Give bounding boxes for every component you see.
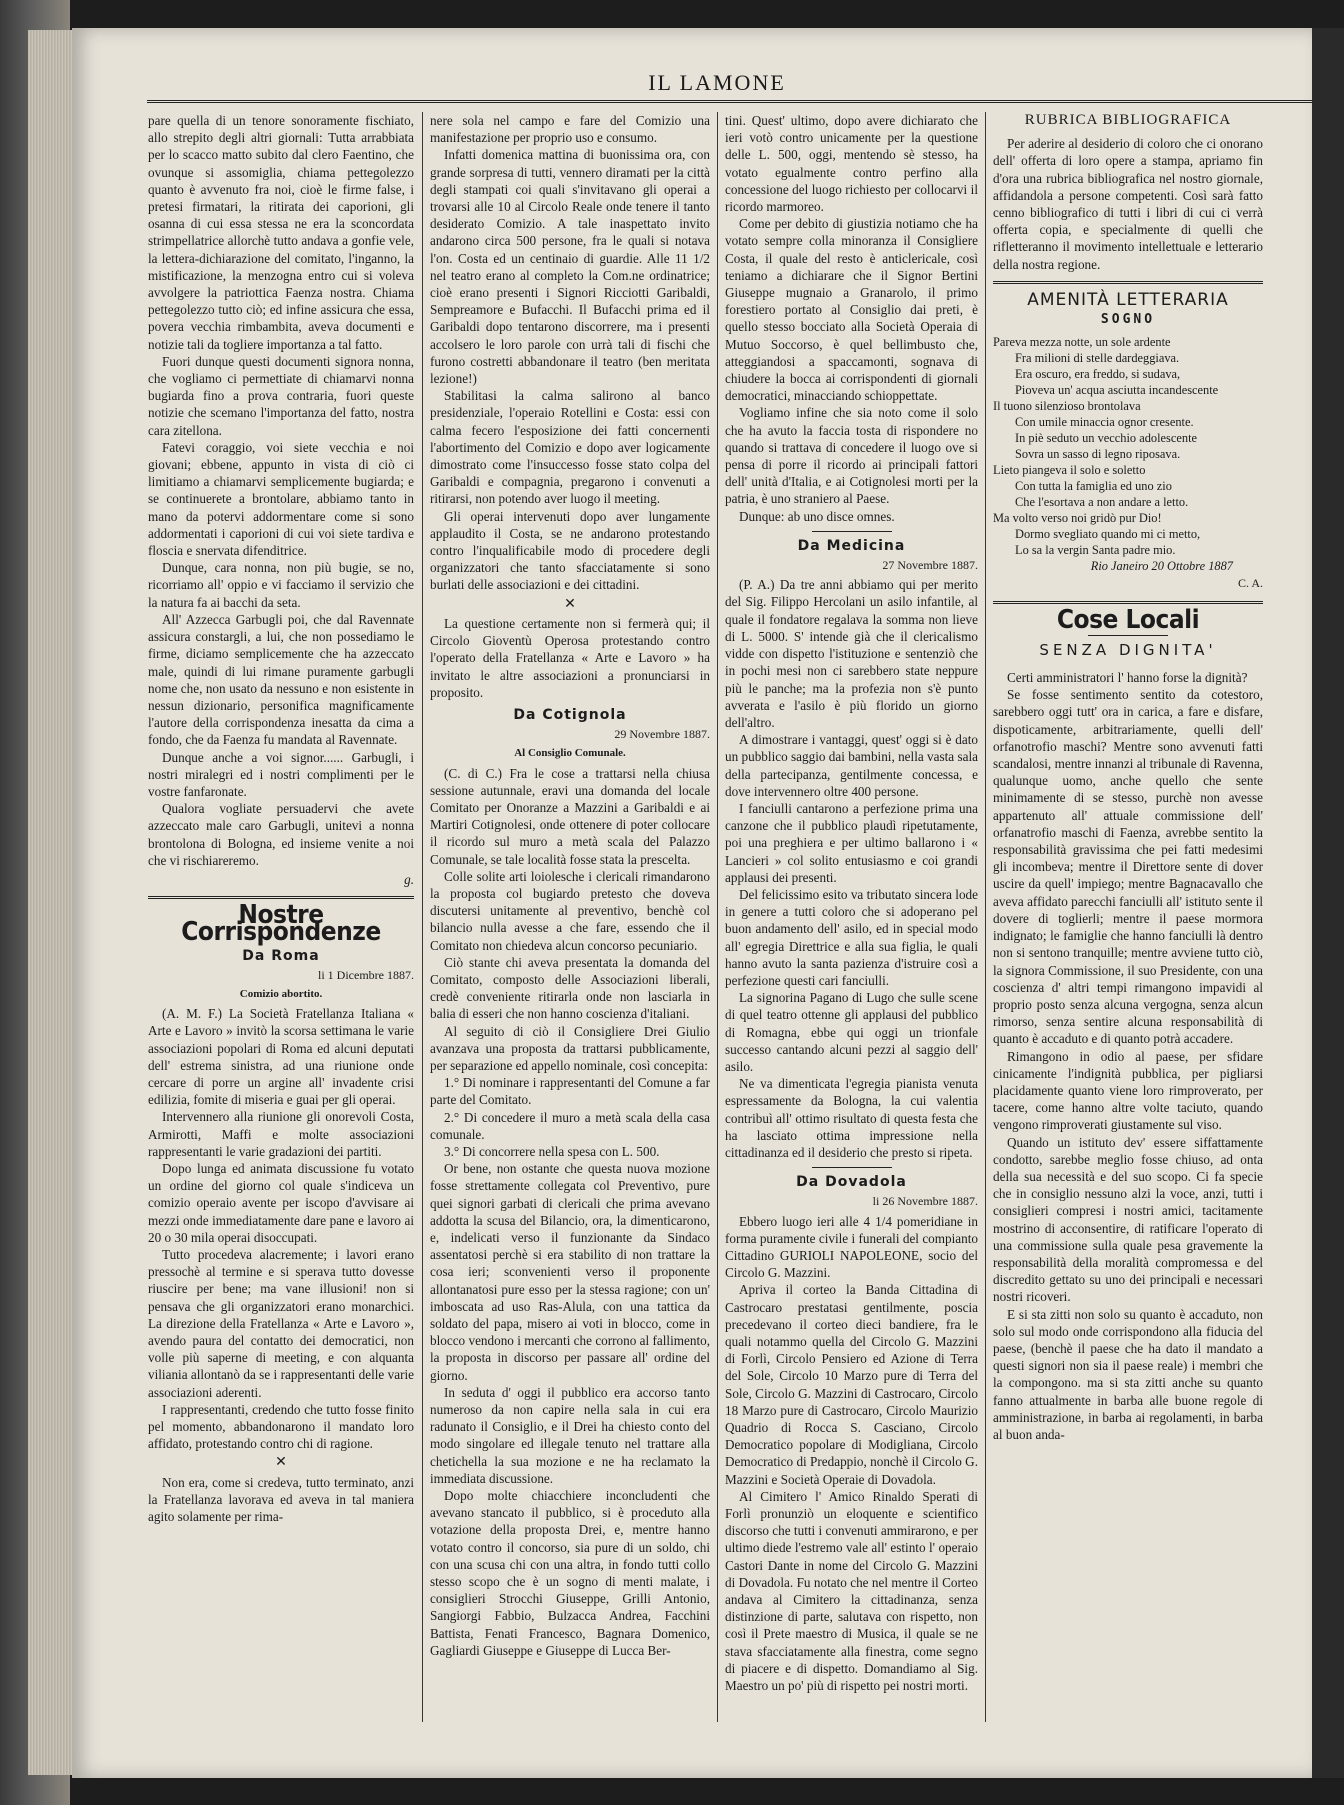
poem-line: In piè seduto un vecchio adolescente [1015,431,1198,446]
section-rule [993,601,1263,604]
poem-line: Dormo svegliato quando mi ci metto, [1015,527,1201,542]
paragraph: Dunque anche a voi signor...... Garbugli, i nostri miralegri ed i nostri complimenti per le vostre fanfaronate. [148,749,414,799]
paragraph: Dopo lunga ed animata discussione fu votato un ordine del giorno col quale s'indiceva un comizio operaio avente per iscopo d'avvisare ai mezzi onde immediatamente dare pane e lavoro ai 20 o 30 mila operai disoccupati. [148,1160,414,1245]
section-title: Cose Locali [1056,604,1200,635]
paragraph: E si sta zitti non solo su quanto è accaduto, non solo sul modo onde corrispondono alla fiducia del paese, (benchè il paese che ha dato il mandato a questi signori non sia il paese reale) i membri che la compongono. ma si sta zitti anche su quanto fanno attualmente in barba alle buone regole di amministrazione, in barba ai regolamenti, in barba al buon anda- [993,1306,1263,1442]
dispatch-subtitle: Al Consiglio Comunale. [514,747,626,760]
paragraph: Intervennero alla riunione gli onorevoli Costa, Armirotti, Maffi e molte associazioni rappresentanti le varie gradazioni dei partiti. [148,1109,414,1159]
section-rule [148,896,414,899]
paragraph: Vogliamo infine che sia noto come il solo che ha avuto la faccia tosta di rispondere no quando si trattava di concedere il luogo ove si pensa di porre il ricordo ai principali fattori dell' unità d'Italia, e ai Cotignolesi morti per la patria, è uno straniero al Paese. [725,405,978,507]
poem-title: SOGNO [1100,312,1156,328]
paragraph: Ne va dimenticata l'egregia pianista venuta espressamente da Bologna, la cui valentia contribuì all' ottimo risultato di questa festa che ha lasciato ottima impressione nella cittadinanza ed il desiderio che presto si ripeta. [725,1076,978,1160]
background-edge [1312,28,1344,1778]
paragraph: pare quella di un tenore sonoramente fischiato, allo strepito degli altri giornali: Tutta arrabbiata per lo scacco matto subito dal clero Faentino, che ovunque si assomiglia, chiama pettegolezzo quanto è avvenuto fra noi, cioè le firme false, i pretesi firmatari, la ritirata dei caporioni, gli osanna di cui essa stessa ne era la sconcordata strimpellatrice allorchè tutto andava a gonfie vele, la lettera-dichiarazione del comitato, l'inganno, la mistificazione, la menzogna entro cui si voleva avvolgere la patriottica Faenza nostra. Chiama pettegolezzo tutto ciò; ed infine assicura che essa, povera vecchia rimbambita, aveva documenti e notizie tali da togliere importanza a tal fatto. [148,113,414,352]
paragraph: Rimangono in odio al paese, per sfidare cinicamente l'indignità pubblica, per pigliarsi placidamente quanto viene loro rimproverato, per tacere, come hanno altre volte taciuto, quando vengono rimproverati giustamente sul viso. [993,1048,1263,1133]
amenita-title: AMENITÀ LETTERARIA [1027,289,1229,310]
masthead: IL LAMONE [648,70,786,95]
poem-signature: C. A. [1237,576,1263,591]
poem-place: Rio Janeiro 20 Ottobre 1887 [1090,559,1233,574]
paragraph: Al seguito di ciò il Consigliere Drei Giulio avanzava una proposta da trattarsi pubblicamente, per separazione ed appello nominale, così concepita: [430,1023,710,1073]
signature: g. [404,871,414,887]
paragraph: Fuori dunque questi documenti signora nonna, che vogliamo ci permettiate di chiamarvi nonna bugiarda fino a prova contraria, fuori queste notizie che scemano l'importanza del fatto, nostra cara zitellona. [148,353,414,438]
dispatch-date: li 26 Novembre 1887. [872,1194,978,1209]
article-title: SENZA DIGNITA' [1039,640,1217,659]
column-4 [993,112,1263,1443]
paragraph: La questione certamente non si fermerà qui; il Circolo Gioventù Operosa protestando contro l'operato della Fratellanza « Arte e Lavoro » ha invitato le altre associazioni a pronunciarsi in proposito. [430,615,710,700]
paragraph: Dopo molte chiacchiere inconcludenti che avevano stancato il pubblico, si è proceduto alla votazione della proposta Drei, e, mentre hanno votato contro il concorso, sia pure di un soldo, chi con una scusa chi con una altra, in fondo tutti collo stesso scopo che è un sogno di menti malate, i consiglieri Strocchi Giuseppe, Grilli Antonio, Sangiorgi Fabbio, Bulzacca Andrea, Facchini Battista, Fenati Francesco, Bagnara Domenico, Gagliardi Giuseppe e Giuseppe di Lucca Ber- [430,1488,710,1658]
poem-line: Che l'esortava a non andare a letto. [1015,495,1189,510]
poem-line: Lieto piangeva il solo e soletto [993,463,1146,478]
paragraph: Se fosse sentimento sentito da cotestoro, sarebbero oggi tutt' ora in carica, a fare e disfare, dispoticamente, arbitrariamente, quelli dell' orfanotrofio maschi? Mentre sono avvenuti fatti scandalosi, mentre innanzi al tribunale di Ravenna, qualunque uomo, anche quello che sente minimamente di se stesso, purchè non avesse appartenuto all' attuale commissione dell' orfanatrofio maschi di Faenza, avrebbe sentito la responsabilità gravissima che pei fatti medesimi gli incombeva; mentre il Direttore sente di dover uscire da quell' impiego; mentre Bagnacavallo che aveva affidato parecchi fanciulli all' istituto sente il dovere di toglierli; mentre il paese mormora indignato; le famiglie che hanno fanciulli là dentro non si sentono tranquille; mentre avviene tutto ciò, la signora Commissione, il suo Presidente, con una coscienza d' altri tempi rimangono impavidi al proprio posto senza alcuna vergogna, senza alcun rimorso, senza sentire alcuna responsabilità di quanto è accaduto e di quanto potrà accadere. [993,687,1263,1047]
paragraph: Stabilitasi la calma salirono al banco presidenziale, l'operaio Rotellini e Costa: essi con calma fecero l'esposizione dei fatti concernenti l'abortimento del Comizio e dopo aver logicamente dimostrato come l'insuccesso fosse stato colpa del Garibaldi e compagnia, pregarono i convenuti a ritirarsi, non potendo aver luogo il meeting. [430,388,710,507]
paragraph: 1.° Di nominare i rappresentanti del Comune a far parte del Comitato. [430,1075,710,1108]
paragraph: A dimostrare i vantaggi, quest' oggi si è dato un pubblico saggio dai bambini, nella vasta sala della partecipanza, gentilmente concessa, e dove intervennero oltre 400 persone. [725,732,978,799]
paragraph: Qualora vogliate persuadervi che avete azzeccato male caro Garbugli, unitevi a nonna brontolona di Bologna, ed insieme venite a noi che vi rischiareremo. [148,801,414,868]
poem-line: Lo sa la vergin Santa padre mio. [1015,543,1176,558]
paragraph: Fatevi coraggio, voi siete vecchia e noi giovani; ebbene, appunto in vista di ciò ci limitiamo a chiamarvi semplicemente bugiarda; e se continuerete a brontolare, abbiamo tanto in mano da potervi addormentare come si sono addormentati i caporioni di cui voi siete tardiva e floscia e snervata difenditrice. [148,439,414,559]
paragraph: Del felicissimo esito va tributato sincera lode in genere a tutti coloro che si adoperano pel buon andamento dell' asilo, ed in special modo all' egregia Direttrice e alla sua figlia, le quali hanno avuto la santa pazienza d'istruire così a perfezione questi cari fanciulli. [725,886,978,988]
paragraph: nere sola nel campo e fare del Comizio una manifestazione per proprio uso e consumo. [430,113,710,146]
dispatch-title: Da Medicina [797,537,906,554]
paragraph: tini. Quest' ultimo, dopo avere dichiarato che ieri votò contro unicamente per la questione delle L. 500, oggi, mentendo sè stesso, ha votato egualmente contro perfino alla concessione del luogo richiesto per collocarvi il ricordo marmoreo. [725,113,978,215]
dispatch-title: Da Roma [242,947,320,964]
poem-line: Con umile minaccia ognor cresente. [1015,415,1194,430]
poem [993,334,1263,558]
paragraph: Al Cimitero l' Amico Rinaldo Sperati di Forlì pronunziò un eloquente e scientifico discorso che tutti i convenuti ammirarono, e per ultimo diede l'estremo vale all' estinto l' operaio Castori Dante in nome del Circolo G. Mazzini di Dovadola. Fu notato che nel mentre il Corteo andava al Cimitero la cittadinanza, senza distinzione di parte, salutava con rispetto, non così il Prete maestro di Musica, il quale se ne stava sfacciatamente alla finestra, come segno di piacere e di dispetto. Domandiamo al Sig. Maestro un po' più di rispetto pei nostri morti. [725,1488,978,1694]
column-divider [422,112,423,1722]
paragraph: In seduta d' oggi il pubblico era accorso tanto numeroso da non capire nella sala in cui era radunato il Consiglio, e il Drei ha chiesto conto del modo singolare ed illegale tenuto nel trattare alla chetichella la sua mozione e ne ha reclamato la immediata discussione. [430,1384,710,1486]
rubrica-title: RUBRICA BIBLIOGRAFICA [1024,112,1232,128]
paragraph: Tutto procedeva alacremente; i lavori erano pressochè al termine e si sperava tutto dovesse riuscire per bene; ma vane illusioni! non si pensava che gli organizzatori erano monarchici. La direzione della Fratellanza « Arte e Lavoro », avendo paura del contatto dei democratici, non volle più saperne di meeting, e con alquanta viliania allontanò da se i rappresentanti delle varie associazioni aderenti. [148,1247,414,1400]
poem-line: Era oscuro, era freddo, si sudava, [1015,367,1181,382]
paragraph: Apriva il corteo la Banda Cittadina di Castrocaro prestatasi gentilmente, poscia precedevano il corteo dieci bandiere, fra le quali notammo quella del Circolo G. Mazzini di Forlì, Circolo Pensiero ed Azione di Terra del Sole, Circolo 10 Marzo pure di Terra del Sole, Circolo G. Mazzini di Castrocaro, Circolo 18 Marzo pure di Castrocaro, Circolo Maurizio Quadrio di Rocca S. Casciano, Circolo Democratico popolare di Modigliana, Circolo Democratico di Predappio, nonchè il Circolo G. Mazzini e Società Operaie di Dovadola. [725,1282,978,1487]
paragraph: Per aderire al desiderio di coloro che ci onorano dell' offerta di loro opere a stampa, apriamo fin d'ora una rubrica bibliografica nel nostro giornale, affidandola a persone competenti. Così sarà fatto cenno bibliografico di tutti i libri di cui ci verrà offerta copia, e specialmente di quelli che rifletteranno il movimento intellettuale e letterario della nostra regione. [993,136,1263,272]
paragraph: Gli operai intervenuti dopo aver lungamente applaudito il Costa, se ne andarono protestando contro l'inqualificabile modo di procedere degli organizzatori che tanto sfacciatamente si sono burlati delle associazioni e dei cittadini. [430,508,710,593]
paragraph: I fanciulli cantarono a perfezione prima una canzone che il pubblico plaudì ripetutamente, poi una preghiera e per ultimo ballarono i « Lancieri » col solito entusiasmo e coi grandi applausi dei presenti. [725,800,978,885]
page-edges [28,30,74,1775]
dispatch-title: Da Cotignola [513,706,627,723]
newspaper-page [72,28,1312,1778]
column-divider [717,112,718,1722]
paragraph: Dunque: ab uno disce omnes. [739,508,895,524]
poem-line: Pioveva un' acqua asciutta incandescente [1015,383,1219,398]
section-title: Nostre Corrispondenze [181,900,381,948]
section-rule [993,281,1263,284]
column-2 [430,112,710,1659]
paragraph: Quando un istituto dev' essere siffattamente condotto, sarebbe meglio fosse chiuso, ad onta della sua necessità e del suo scopo. Ci fa specie che in consiglio nessuno alzi la voce, anzi, tutti i consiglieri compresi i nostri amici, tacitamente mostrino di acconsentire, di ratificare l'operato di una commissione sulla quale pesa gravemente la responsabilità della moralità compromessa e del discredito gettato su uno dei principali e necessari nostri ricoveri. [993,1134,1263,1305]
paragraph: (P. A.) Da tre anni abbiamo qui per merito del Sig. Filippo Hercolani un asilo infantile, al quale il fondatore regalava la somma non lieve di L. 5000. S' intende già che il clericalismo vidde con dispetto l'istituzione e sentenziò che in pochi mesi non ci sarebbero state neppure più le panche; ma la profezia non s'è punto avverata e l'asilo è più florido un giorno dell'altro. [725,577,978,730]
poem-line: Fra milioni di stelle dardeggiava. [1015,351,1180,366]
paragraph: Come per debito di giustizia notiamo che ha votato sempre colla minoranza il Consigliere Costa, il quale del resto è anticlericale, così teniamo a dichiarare che il Signor Bertini Giuseppe mugnaio a Granarolo, il primo forestiero portato al Consiglio dai preti, è quello stesso bocciato alla Società Operaia di Mutuo Soccorso, è quel bellimbusto che, atteggiandosi a spaccamonti, sognava di chiudere la bocca ai corrispondenti di giornali democratici, minacciando schioppettate. [725,216,978,404]
dispatch-date: 27 Novembre 1887. [882,558,978,573]
poem-line: Ma volto verso noi gridò pur Dio! [993,511,1162,526]
poem-line: Pareva mezza notte, un sole ardente [993,335,1171,350]
paragraph: I rappresentanti, credendo che tutto fosse finito pel momento, abbandonarono il mandato loro affidato, protestando contro chi di ragione. [148,1401,414,1452]
paragraph: La signorina Pagano di Lugo che sulle scene di quel teatro ottenne gli applausi del pubblico di Romagna, ebbe qui oggi un trionfale successo cantando alcuni pezzi al saggio dell' asilo. [725,990,978,1074]
section-rule [812,1167,892,1168]
dispatch-date: 29 Novembre 1887. [614,727,710,742]
section-rule [1088,635,1168,636]
poem-line: Il tuono silenzioso brontolava [993,399,1141,414]
paragraph: Ciò stante chi aveva presentata la domanda del Comitato, composto delle Associazioni liberali, credè conveniente ritirarla onde non lasciarla in balia di esseri che non hanno coscienza d'italiani. [430,954,710,1022]
paragraph: (A. M. F.) La Società Fratellanza Italiana « Arte e Lavoro » invitò la scorsa settimana le varie associazioni popolari di Roma ed alcuni deputati dell' estrema sinistra, ad una riunione onde cercare di porre un argine all' invadente crisi edilizia, fomite di miseria e guai per gli operai. [148,1006,414,1108]
paragraph: 3.° Di concorrere nella spesa con L. 500. [444,1143,660,1159]
paragraph: 2.° Di concedere il muro a metà scala della casa comunale. [430,1109,710,1142]
section-separator: ✕ [275,1455,287,1471]
poem-line: Sovra un sasso di legno riposava. [1015,447,1181,462]
poem-line: Con tutta la famiglia ed uno zio [1015,479,1172,494]
column-3 [725,112,978,1694]
column-divider [985,112,986,1722]
paragraph: Colle solite arti loiolesche i clericali rimandarono la proposta col bugiardo pretesto che doveva discutersi unitamente al preventivo, benchè col bilancio nulla avesse a che fare, essendo che il Comitato non chiedeva alcun concorso pecuniario. [430,868,710,953]
paragraph: All' Azzecca Garbugli poi, che dal Ravennate assicura constargli, a lui, che non possediamo le firme, diciamo semplicemente che ha azzeccato male, quindi di lui rimane puramente garbugli nome che, non usato da nessuno e non esistente in nessun dizionario, personifica magnificamente l'autore della corrispondenza inesatta da cima a fondo, che da Faenza fu mandata al Ravennate. [148,611,414,748]
section-separator: ✕ [564,596,576,612]
dispatch-title: Da Dovadola [796,1174,907,1191]
dispatch-date: li 1 Dicembre 1887. [318,967,414,982]
column-1 [148,112,414,1525]
dispatch-subtitle: Comizio abortito. [239,987,323,1000]
header-rule [147,100,1327,103]
paragraph: (C. di C.) Fra le cose a trattarsi nella chiusa sessione autunnale, eravi una domanda del locale Comitato per Onoranze a Mazzini a Garibaldi e ai Martiri Cotignolesi, onde ottenere di poter collocare il ricordo sul muro a metà scala del Palazzo Comunale, se tale località fosse stata la prescelta. [430,765,710,867]
paragraph: Or bene, non ostante che questa nuova mozione fosse strettamente collegata col Preventivo, pure quei signori garbati di clericali che prima avevano addotta la scusa del Bilancio, ora, la dimenticarono, e, indelicati verso il funzionante da Sindaco assentatosi perchè si era stabilito di non trattare la cosa ieri; sconvenienti verso il proponente allontanatosi pure esso per la stessa ragione; con un' imboscata ad uso Ras-Alula, con una tattica da soldato del papa, misero ai voti in blocco, come in blocco vendono i mercanti che corrono al fallimento, la proposta in discorso per passare all' ordine del giorno. [430,1161,710,1383]
section-rule [812,531,892,532]
paragraph: Certi amministratori l' hanno forse la dignità? [1007,670,1248,686]
paragraph: Infatti domenica mattina di buonissima ora, con grande sorpresa di tutti, vennero diramati per la città degli stampati coi quali s'invitavano gli operai a trovarsi alle 10 al Circolo Reale onde tenere il tanto desiderato Comizio. A tale inaspettato invito andarono circa 500 persone, fra le quali si notava l'on. Costa ed un centinaio di guardie. Alle 11 1/2 nel teatro erano al completo la Com.ne ordinatrice; cioè erano presenti i Signori Ricciotti Garibaldi, Sempreamore e Bufacchi. Il Bufacchi prima ed il Garibaldi dopo tentarono discorrere, ma i presenti accolsero le loro parole con urrà tali di fischi che furono costretti abbandonare il teatro (ben meritata lezione!) [430,147,710,387]
paragraph: Ebbero luogo ieri alle 4 1/4 pomeridiane in forma puramente civile i funerali del compianto Cittadino GURIOLI NAPOLEONE, socio del Circolo G. Mazzini. [725,1213,978,1281]
col1-paragraphs [148,112,414,869]
paragraph: Dunque, cara nonna, non più bugie, se no, ricorriamo all' oppio e vi facciamo il servizio che la natura fa ai bacchi da seta. [148,560,414,610]
paragraph: Non era, come si credeva, tutto terminato, anzi la Fratellanza lavorava ed aveva in tal maniera agito solamente per rima- [148,1474,414,1525]
